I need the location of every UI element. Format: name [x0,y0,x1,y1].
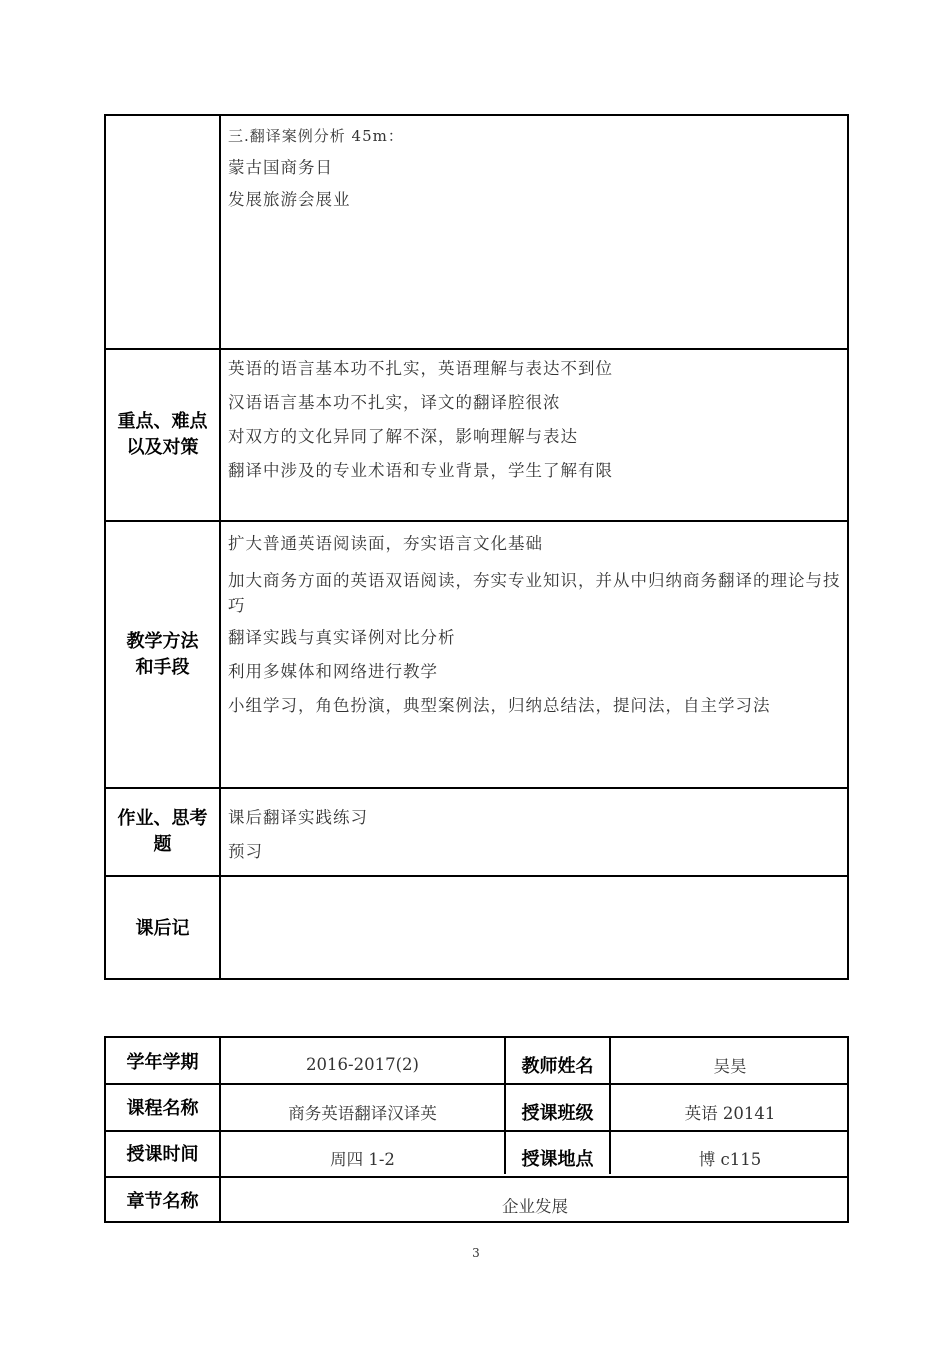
semester-value: 2016-2017(2) [306,1055,419,1074]
content-line: 扩大普通英语阅读面，夯实语言文化基础 [228,534,543,553]
key-points-label: 重点、难点 以及对策 [117,411,208,458]
teacher-value: 吴昊 [713,1056,747,1076]
content-line: 蒙古国商务日 [228,158,333,177]
content-line: 翻译实践与真实译例对比分析 [228,628,456,647]
homework-content [228,808,841,876]
content-line: 利用多媒体和网络进行教学 [228,662,438,681]
content-line: 加大商务方面的英语双语阅读，夯实专业知识，并从中归纳商务翻译的理论与技巧 [228,571,841,615]
homework-label: 作业、思考 题 [117,808,208,855]
content-line: 课后翻译实践练习 [228,808,368,827]
location-value: 博 c115 [698,1150,762,1169]
course-label: 课程名称 [126,1097,199,1119]
lesson-plan-table [104,114,849,980]
content-line: 三.翻译案例分析 45m： [228,127,404,145]
time-value: 周四 1-2 [330,1150,395,1169]
time-label: 授课时间 [126,1144,199,1165]
key-points-content [228,359,841,495]
teacher-label: 教师姓名 [521,1055,594,1077]
content-line: 对双方的文化异同了解不深，影响理解与表达 [228,427,578,446]
case-analysis-content [228,126,841,222]
content-line: 汉语语言基本功不扎实，译文的翻译腔很浓 [228,393,561,412]
location-label: 授课地点 [521,1149,594,1170]
class-label: 授课班级 [521,1102,594,1124]
column-divider [219,116,221,978]
chapter-label: 章节名称 [126,1190,199,1212]
content-line: 小组学习，角色扮演，典型案例法，归纳总结法，提问法，自主学习法 [228,696,771,715]
course-value: 商务英语翻译汉译英 [288,1103,437,1123]
after-class-notes-label: 课后记 [135,917,190,939]
semester-label: 学年学期 [126,1051,199,1073]
chapter-value: 企业发展 [502,1196,568,1216]
course-info-table [104,1036,849,1223]
content-line: 英语的语言基本功不扎实，英语理解与表达不到位 [228,359,613,378]
class-value: 英语 20141 [684,1103,776,1123]
content-line: 发展旅游会展业 [228,190,351,209]
content-line: 预习 [228,842,263,861]
page-number: 3 [472,1246,480,1260]
teaching-methods-label: 教学方法 和手段 [126,630,199,678]
content-line: 翻译中涉及的专业术语和专业背景，学生了解有限 [228,461,613,480]
teaching-methods-content [228,534,841,730]
